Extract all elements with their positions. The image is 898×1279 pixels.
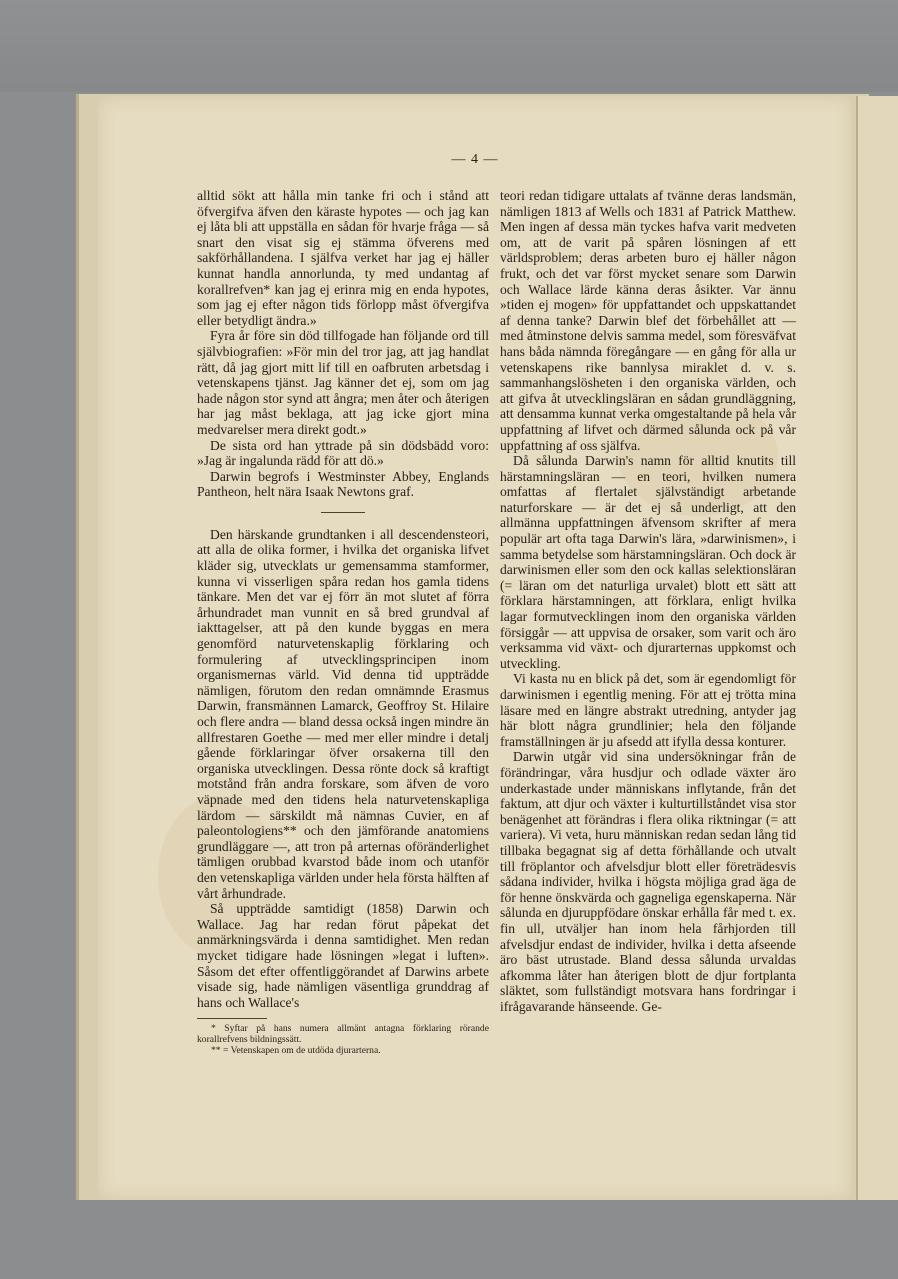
footnote: * Syftar på hans numera allmänt antagna förklaring rörande korallrefvens bildningssätt. [197,1023,489,1046]
footnote: ** = Vetenskapen om de utdöda djurarterna. [211,1045,381,1057]
paragraph: Den härskande grundtanken i all descendensteori, att alla de olika former, i hvilka det organiska lifvet kläder sig, utvecklats ur gemensamma stamformer, kunna vi visserligen spåra redan hos gamla tidens tänkare. Men det var ej förr än mot slutet af förra århundradet man vunnit en så bred grundval af iakttagelser, att på den kunde byggas en mera genomförd naturvetenskaplig förklaring och formulering af utvecklingsprincipen inom organismernas värld. Vid denna tid uppträdde nämligen, förutom den redan omnämnde Erasmus Darwin, fransmännen Lamarck, Geoffroy St. Hilaire och flere andra — bland dessa också ingen mindre än allfrestaren Goethe — med mer eller mindre i detalj gående förklaringar öfver orsakerna till den organiska utvecklingen. Dessa rönte dock så kraftigt motstånd från andra forskare, som äfven de voro väpnade med den tidens hela naturvetenskapliga lärdom — särskildt må nämnas Cuvier, en af paleontologiens** och den jämförande anatomiens grundläggare —, att tron på arternas oföränderlighet tämligen orubbad kvarstod både inom och utanför den vetenskapliga världen under hela första hälften af vårt århundrade. [197,526,489,901]
paragraph: Fyra år före sin död tillfogade han följande ord till självbiografien: »För min del tror jag, att jag handlat rätt, då jag gjort mitt lif till en oafbruten arbetsdag i vetenskapens tjänst. Jag känner det ej, som om jag hade någon stor synd att ångra; men åter och återigen har jag måst beklaga, att jag icke gjort mina medvarelser mera direkt godt.» [197,328,489,437]
paragraph: De sista ord han yttrade på sin dödsbädd voro: »Jag är ingalunda rädd för att dö.» [197,437,489,469]
footnote-divider [197,1018,267,1019]
footnotes [197,1018,489,1056]
paragraph: Då sålunda Darwin's namn för alltid knutits till härstamningsläran — en teori, hvilken numera omfattas af flertalet självständigt arbetande naturforskare — är det ej så underligt, att den allmänna uppfattningen äfvensom skrifter af mera populär art ofta taga Darwin's lära, »darwinismen», i samma betydelse som härstamningsläran. Och dock är darwinismen eller som den ock kallas selektionsläran (= läran om det naturliga urvalet) blott ett sätt att förklara härstamningen, att förklara, enligt hvilka lagar formutvecklingen inom den organiska världen försiggår — att uppvisa de orsaker, som varit och äro verksamma vid växt- och djurarternas uppkomst och utveckling. [500,453,796,671]
right-column [500,188,796,1014]
background-surface [0,0,898,92]
paragraph: Darwin begrofs i Westminster Abbey, Englands Pantheon, helt nära Isaak Newtons graf. [197,468,489,500]
left-column [197,188,489,1056]
page-number: — 4 — [451,152,499,167]
paragraph: teori redan tidigare uttalats af tvänne deras landsmän, nämligen 1813 af Wells och 1831 af Patrick Matthew. Men ingen af dessa män tyckes hafva varit medveten om, att de varit på spåren lösningen af ett världsproblem; deras arbeten buro ej häller någon frukt, och det var först mycket senare som Darwin och Wallace lärde känna deras åsikter. Var ännu »tiden ej mogen» för uppfattandet och uppskattandet af denna tanke? Darwin blef det förbehållet att — med åtminstone delvis samma medel, som föresväfvat hans båda nämnda föregångare — en gång för alla ur vetenskapens rike bannlysa miraklet d. v. s. sammanhangslösheten i den organiska världen, och att gifva åt utvecklingsläran en sådan grundläggning, att densamma kunnat verka omgestaltande på hela vår uppfattning af lifvet och därmed sålunda ock på vår uppfattning af oss själfva. [500,188,796,453]
section-divider [321,512,365,513]
paragraph: alltid sökt att hålla min tanke fri och i stånd att öfvergifva äfven den käraste hypotes — och jag kan ej låta bli att uppställa en sådan för hvarje fråga — så snart den visat sig ej stämma öfverens med sakförhållandena. I själfva verket har jag ej häller kunnat handla annorlunda, ty med undantag af korallrefven* kan jag ej erinra mig en enda hypotes, som jag ej efter någon tids förlopp måst öfvergifva eller betydligt ändra.» [197,188,489,328]
paragraph: Vi kasta nu en blick på det, som är egendomligt för darwinismen i egentlig mening. För att ej trötta mina läsare med en längre abstrakt utredning, antyder jag här blott några grundlinier; hela den följande framställningen är ju afsedd att ifylla dessa konturer. [500,671,796,749]
adjacent-page-edge [856,96,898,1200]
paragraph: Så uppträdde samtidigt (1858) Darwin och Wallace. Jag har redan förut påpekat det anmärkningsvärda i denna samtidighet. Men redan mycket tidigare hade lösningen »legat i luften». Såsom det efter offentliggörandet af Darwins arbete visade sig, hade nämligen väsentliga grunddrag af hans och Wallace's [197,901,489,1010]
paragraph: Darwin utgår vid sina undersökningar från de förändringar, våra husdjur och odlade växter äro underkastade under människans inflytande, från det faktum, att djur och växter i kulturtillståndet visa stor benägenhet att förändras i flera olika riktningar (= att variera). Vi veta, huru människan redan sedan lång tid tillbaka begagnat sig af detta förhållande och utvalt till fröplantor och afvelsdjur blott eller företrädesvis sådana individer, hvilka i högsta möjliga grad äga de för henne önskvärda och gagneliga egenskaperna. När sålunda en djuruppfödare önskar erhålla får med t. ex. fin ull, utväljer han inom hela fårhjorden till afvelsdjur endast de individer, hvilka i detta afseende äro bäst utrustade. Bland dessa sålunda urvaldas afkomma låter han återigen blott de djur fortplanta släktet, som fullständigt motsvara hans fordringar i ifrågavarande hänseende. Ge- [500,749,796,1014]
document-page [98,96,852,1200]
